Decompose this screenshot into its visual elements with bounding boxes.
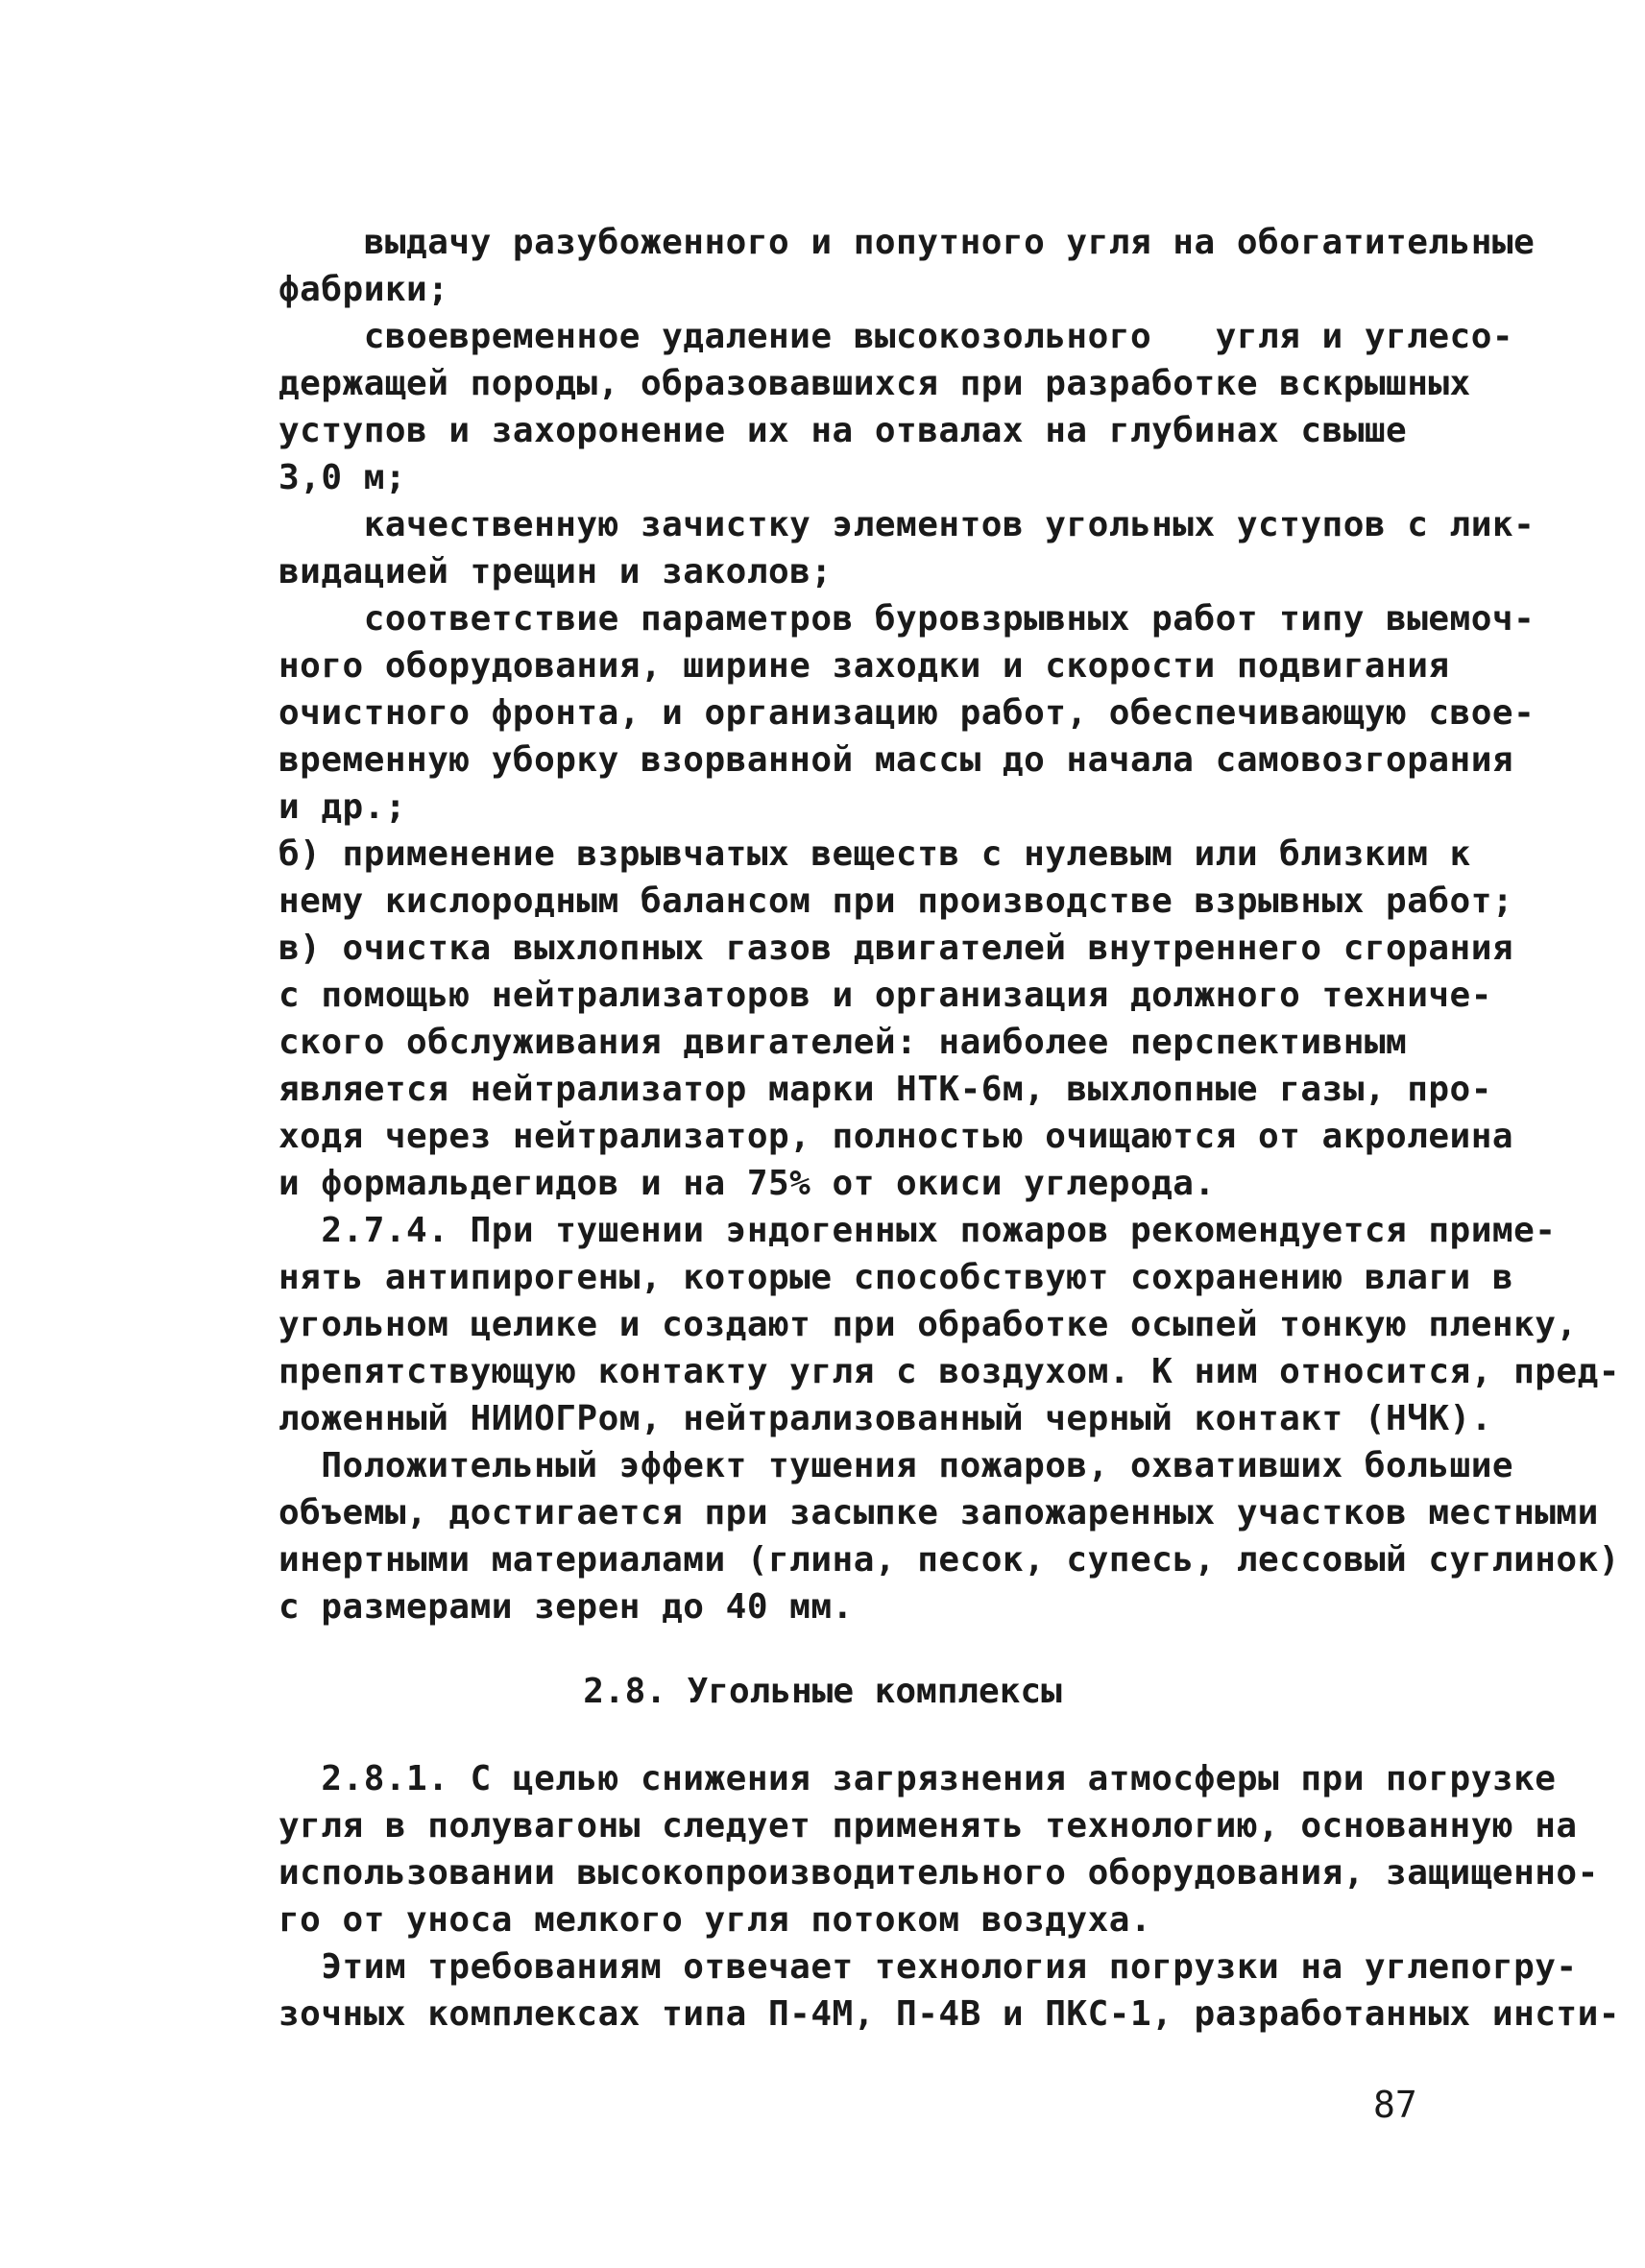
text-line: ного оборудования, ширине заходки и скорости подвигания — [278, 646, 1450, 686]
text-line: ского обслуживания двигателей: наиболее перспективным — [278, 1023, 1408, 1062]
text-line: уступов и захоронение их на отвалах на глубинах свыше — [278, 411, 1408, 450]
section-heading: 2.8. Угольные комплексы — [583, 1672, 1062, 1711]
body-text-block-2 — [278, 1755, 1620, 2038]
text-line: 2.8.1. С целью снижения загрязнения атмосферы при погрузке — [278, 1759, 1557, 1798]
text-line: выдачу разубоженного и попутного угля на обогатительные — [278, 223, 1536, 262]
text-line: своевременное удаление высокозольного угля и углесо- — [278, 317, 1514, 356]
page-number: 87 — [1373, 2084, 1417, 2126]
text-line: ложенный НИИОГРом, нейтрализованный черный контакт (НЧК). — [278, 1399, 1492, 1438]
text-line: объемы, достигается при засыпке запожаренных участков местными — [278, 1493, 1599, 1532]
text-line: нему кислородным балансом при производстве взрывных работ; — [278, 881, 1514, 921]
text-line: 3,0 м; — [278, 458, 407, 497]
text-line: очистного фронта, и организацию работ, обеспечивающую свое- — [278, 693, 1536, 733]
text-line: качественную зачистку элементов угольных уступов с лик- — [278, 505, 1536, 544]
text-line: го от уноса мелкого угля потоком воздуха. — [278, 1900, 1152, 1940]
text-line: Положительный эффект тушения пожаров, охвативших большие — [278, 1446, 1514, 1485]
text-line: ходя через нейтрализатор, полностью очищаются от акролеина — [278, 1117, 1514, 1156]
text-line: с помощью нейтрализаторов и организация должного техниче- — [278, 976, 1492, 1015]
text-line: видацией трещин и заколов; — [278, 552, 833, 591]
text-line: Этим требованиям отвечает технология погрузки на углепогру- — [278, 1947, 1578, 1987]
text-line: и др.; — [278, 787, 407, 827]
text-line: в) очистка выхлопных газов двигателей внутреннего сгорания — [278, 929, 1514, 968]
text-line: угольном целике и создают при обработке осыпей тонкую пленку, — [278, 1305, 1578, 1344]
text-line: держащей породы, образовавшихся при разработке вскрышных — [278, 364, 1471, 403]
text-line: использовании высокопроизводительного оборудования, защищенно- — [278, 1853, 1599, 1893]
text-line: является нейтрализатор марки НТК-6м, выхлопные газы, про- — [278, 1070, 1492, 1109]
text-line: с размерами зерен до 40 мм. — [278, 1587, 854, 1627]
body-text-block-1 — [278, 219, 1620, 1630]
text-line: 2.7.4. При тушении эндогенных пожаров рекомендуется приме- — [278, 1211, 1557, 1250]
text-line: нять антипирогены, которые способствуют сохранению влаги в — [278, 1258, 1514, 1297]
text-line: угля в полувагоны следует применять технологию, основанную на — [278, 1806, 1578, 1846]
text-line: зочных комплексах типа П-4М, П-4В и ПКС-1, разработанных инсти- — [278, 1994, 1620, 2034]
text-line: инертными материалами (глина, песок, супесь, лессовый суглинок) — [278, 1540, 1620, 1580]
text-line: соответствие параметров буровзрывных работ типу выемоч- — [278, 599, 1536, 639]
text-line: препятствующую контакту угля с воздухом. К ним относится, пред- — [278, 1352, 1620, 1391]
text-line: временную уборку взорванной массы до начала самовозгорания — [278, 740, 1514, 780]
text-line: б) применение взрывчатых веществ с нулевым или близким к — [278, 834, 1471, 874]
text-line: и формальдегидов и на 75% от окиси углерода. — [278, 1164, 1216, 1203]
text-line: фабрики; — [278, 270, 449, 309]
